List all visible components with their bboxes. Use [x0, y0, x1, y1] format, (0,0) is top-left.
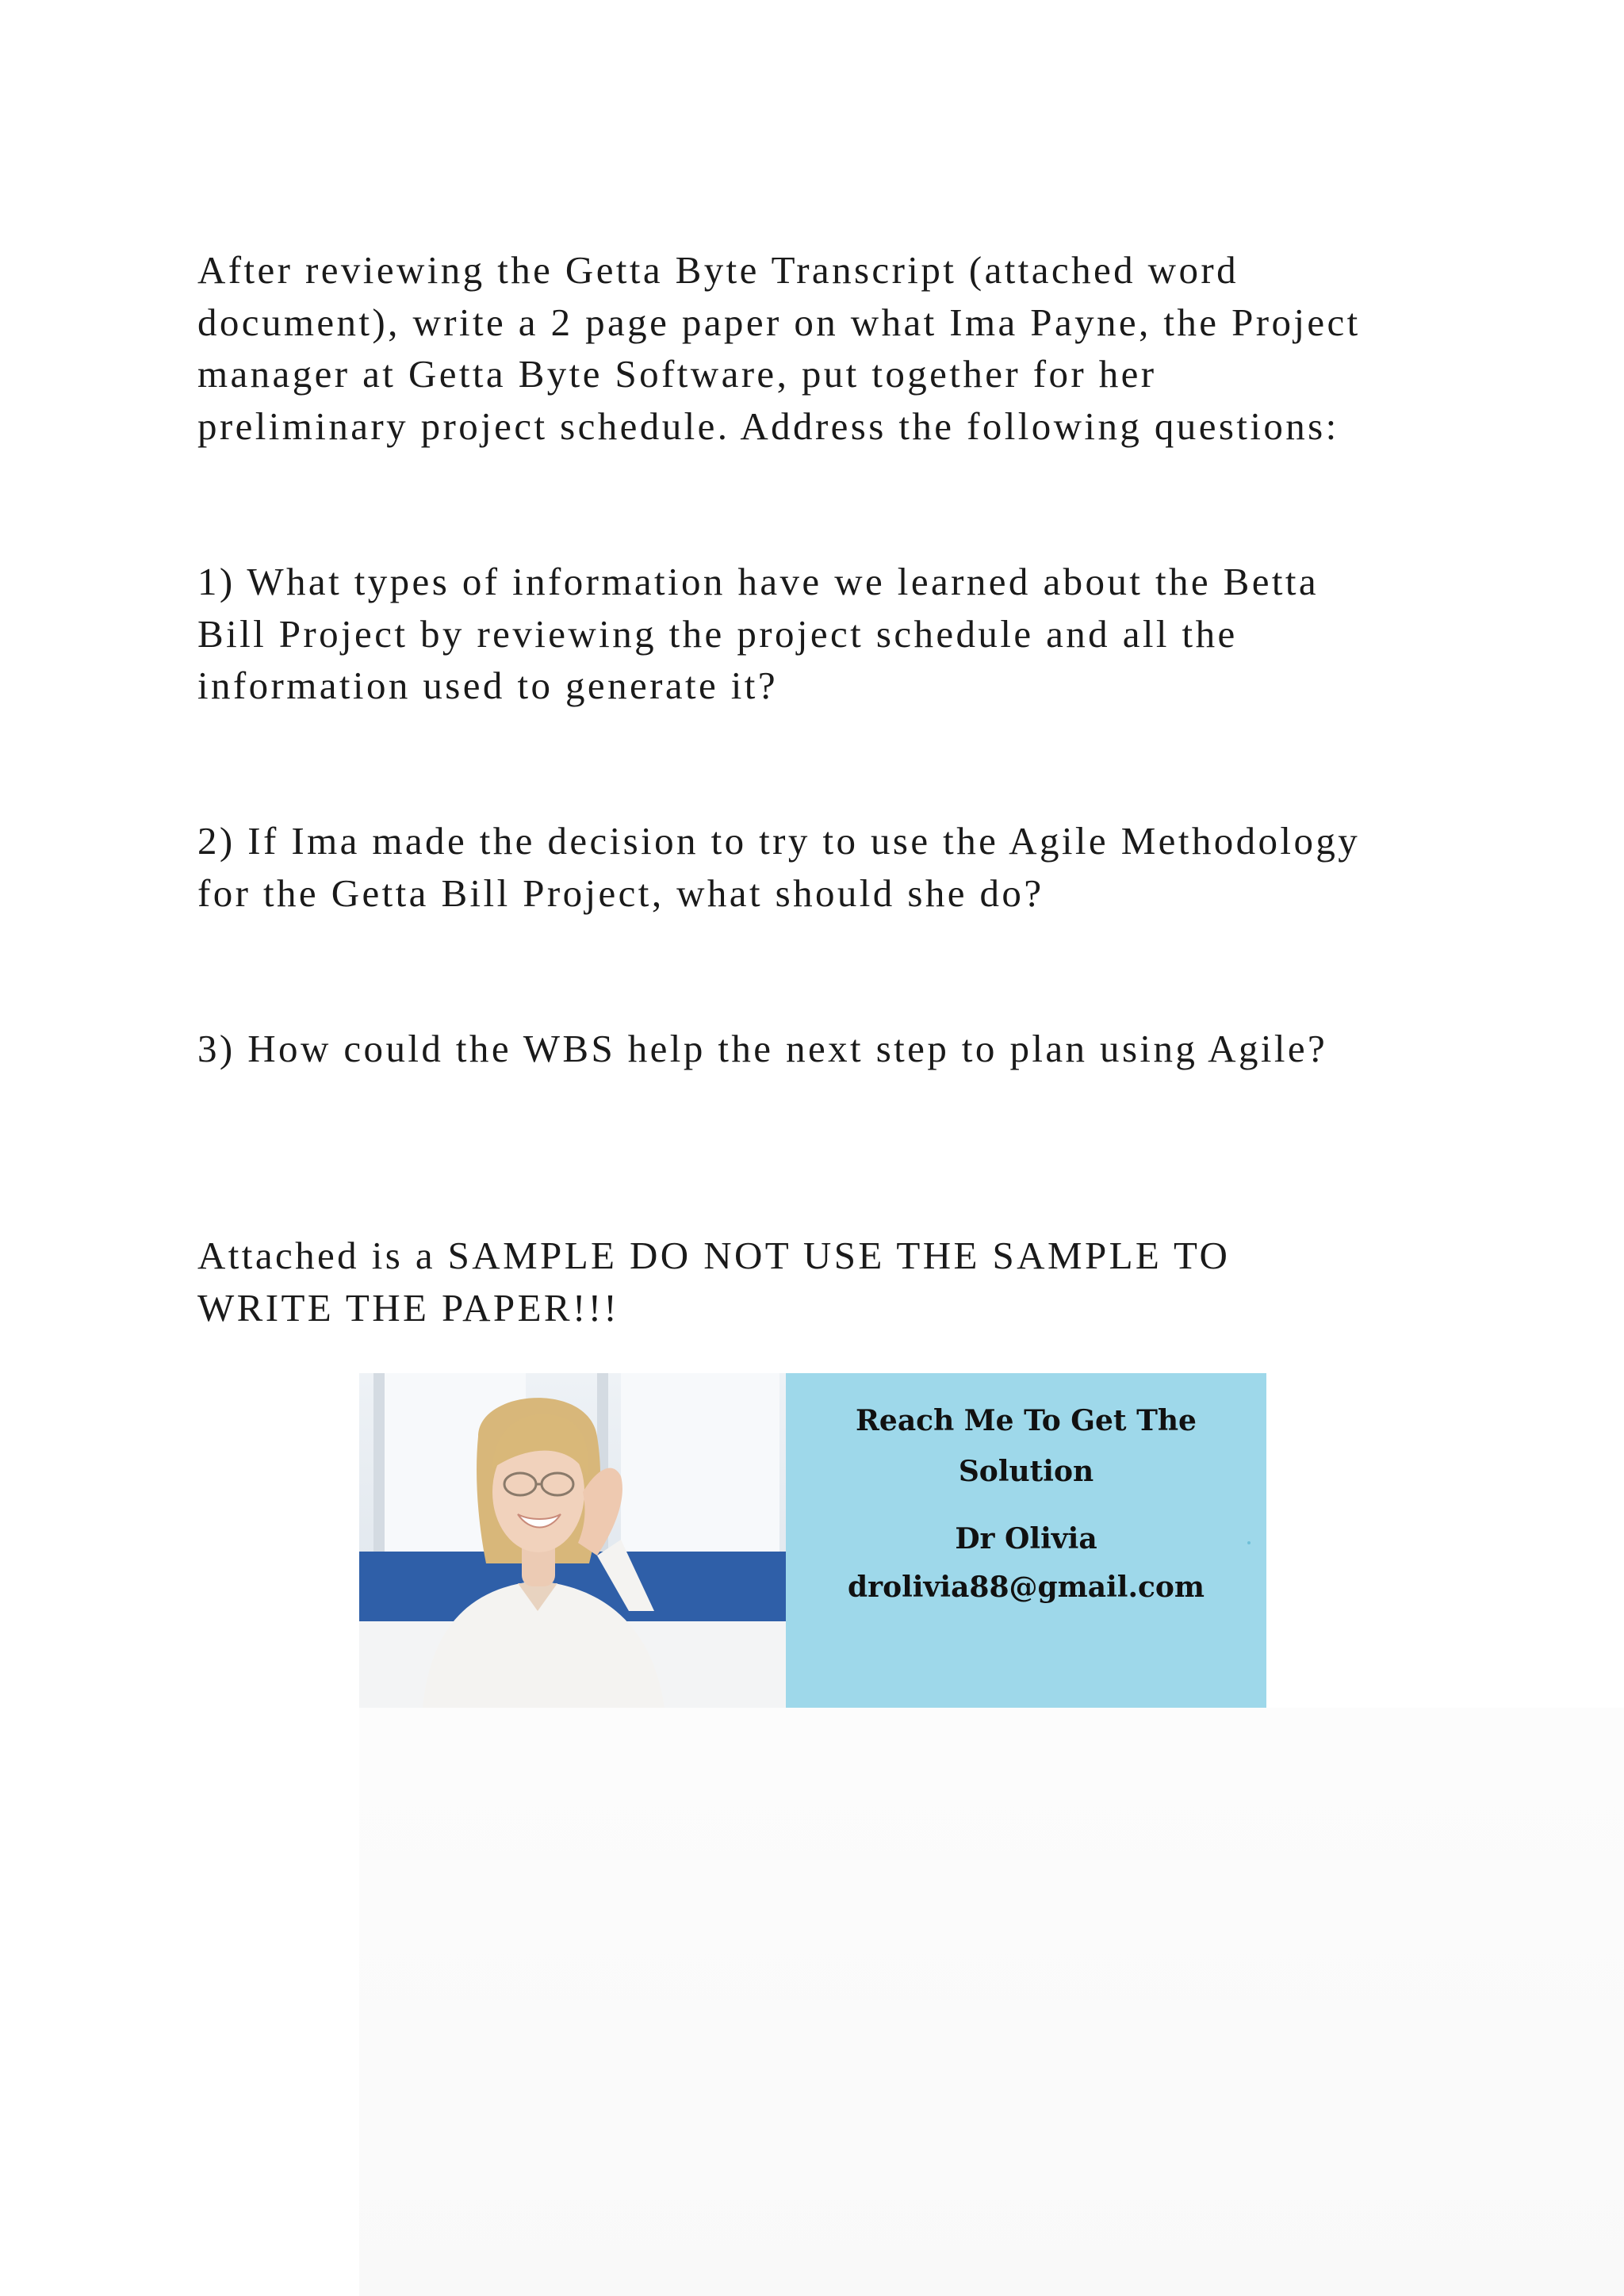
woman-figure: [359, 1373, 786, 1708]
intro-paragraph: After reviewing the Getta Byte Transcript (attached word document), write a 2 page paper on what Ima Payne, the Project manager at Getta Byte Software, put together for her preliminary project schedule. Address the following questions:: [197, 248, 1361, 448]
woman-photo: [359, 1373, 786, 1708]
question-1: 1) What types of information have we learned about the Betta Bill Project by reviewing the project schedule and all the information used to generate it?: [197, 560, 1320, 707]
blank-image-area: [359, 1708, 1624, 2296]
contact-email: drolivia88@gmail.com: [847, 1571, 1205, 1604]
question-3: 3) How could the WBS help the next step to plan using Agile?: [197, 1027, 1328, 1070]
contact-banner: [359, 1373, 1266, 1708]
contact-name: Dr Olivia: [955, 1522, 1097, 1556]
question-2: 2) If Ima made the decision to try to use the Agile Methodology for the Getta Bill Project, what should she do?: [197, 819, 1361, 915]
decorative-dot: [1247, 1541, 1251, 1544]
banner-headline: Reach Me To Get The: [856, 1404, 1197, 1437]
sample-warning: Attached is a SAMPLE DO NOT USE THE SAMPLE TO WRITE THE PAPER!!!: [197, 1234, 1231, 1330]
banner-headline-2: Solution: [958, 1455, 1094, 1488]
contact-card: [786, 1373, 1266, 1708]
